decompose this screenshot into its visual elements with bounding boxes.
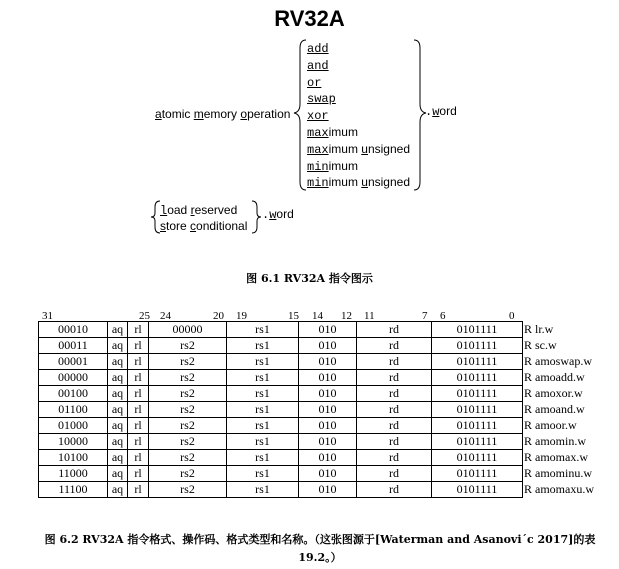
instruction-name: R amoand.w	[524, 402, 585, 416]
table-row	[39, 386, 523, 402]
table-row	[39, 418, 523, 434]
table-row	[39, 338, 523, 354]
rd-cell: rd	[357, 338, 432, 354]
opcode-cell: 0101111	[432, 322, 523, 338]
amo-label-part: peration	[247, 107, 291, 121]
instruction-name-list	[524, 321, 594, 497]
rs2-cell: rs2	[149, 466, 227, 482]
funct5-cell: 00011	[39, 338, 108, 354]
funct3-cell: 010	[299, 370, 357, 386]
bit-label: 0	[509, 310, 515, 322]
amo-suffix: .word	[425, 104, 457, 119]
lr-left-brace	[151, 201, 160, 233]
instruction-name: R amomaxu.w	[524, 482, 594, 496]
bit-label: 19	[236, 310, 247, 322]
page-title: RV32A	[274, 6, 345, 31]
rl-cell: rl	[128, 466, 149, 482]
instruction-name: R amomax.w	[524, 450, 588, 464]
amo-op-list	[307, 40, 410, 191]
rs2-cell: rs2	[149, 402, 227, 418]
bit-label: 12	[341, 310, 352, 322]
funct3-cell: 010	[299, 322, 357, 338]
rs1-cell: rs1	[227, 434, 299, 450]
funct5-cell: 01100	[39, 402, 108, 418]
rs1-cell: rs1	[227, 338, 299, 354]
opcode-cell: 0101111	[432, 450, 523, 466]
lr-sc-suffix: .word	[262, 207, 294, 222]
bit-label: 7	[422, 310, 428, 322]
rd-cell: rd	[357, 466, 432, 482]
rl-cell: rl	[128, 354, 149, 370]
amo-label-letter-o: o	[240, 107, 248, 121]
funct5-cell: 11100	[39, 482, 108, 498]
rs1-cell: rs1	[227, 322, 299, 338]
amo-op: or	[307, 75, 322, 90]
rs1-cell: rs1	[227, 354, 299, 370]
rl-cell: rl	[128, 418, 149, 434]
instruction-name: R amoswap.w	[524, 354, 592, 368]
amo-op: xor	[307, 109, 329, 124]
table-row	[39, 466, 523, 482]
lr-sc-list	[160, 202, 247, 234]
rs1-cell: rs1	[227, 418, 299, 434]
rl-cell: rl	[128, 482, 149, 498]
bit-label: 11	[364, 310, 375, 322]
instruction-name: R amoadd.w	[524, 370, 585, 384]
rs1-cell: rs1	[227, 482, 299, 498]
funct3-cell: 010	[299, 418, 357, 434]
opcode-cell: 0101111	[432, 338, 523, 354]
opcode-cell: 0101111	[432, 370, 523, 386]
rs2-cell: rs2	[149, 434, 227, 450]
funct5-cell: 01000	[39, 418, 108, 434]
aq-cell: aq	[108, 338, 128, 354]
opcode-cell: 0101111	[432, 354, 523, 370]
amo-op: swap	[307, 92, 336, 107]
rs2-cell: rs2	[149, 482, 227, 498]
bit-label: 20	[213, 310, 224, 322]
opcode-cell: 0101111	[432, 434, 523, 450]
amo-op: minimum unsigned	[307, 175, 411, 191]
aq-cell: aq	[108, 322, 128, 338]
rd-cell: rd	[357, 386, 432, 402]
amo-label-letter-m: m	[193, 107, 204, 121]
rs2-cell: rs2	[149, 338, 227, 354]
figure-caption-6-2: 图 6.2 RV32A 指令格式、操作码、格式类型和名称。（这张图源于[Waterman and Asanovi´c 2017]的表 19.2。）	[44, 533, 596, 564]
amo-left-brace	[294, 40, 306, 190]
funct5-cell: 00010	[39, 322, 108, 338]
funct3-cell: 010	[299, 466, 357, 482]
aq-cell: aq	[108, 466, 128, 482]
rs2-cell: 00000	[149, 322, 227, 338]
funct5-cell: 00001	[39, 354, 108, 370]
aq-cell: aq	[108, 370, 128, 386]
figure-caption-6-1: 图 6.1 RV32A 指令图示	[246, 272, 373, 285]
lr-right-brace	[252, 201, 261, 233]
rd-cell: rd	[357, 402, 432, 418]
instruction-name: R amoor.w	[524, 418, 577, 432]
rl-cell: rl	[128, 434, 149, 450]
bit-label: 14	[312, 310, 323, 322]
table-row	[39, 450, 523, 466]
rs2-cell: rs2	[149, 418, 227, 434]
rs1-cell: rs1	[227, 466, 299, 482]
amo-label-part: tomic	[161, 107, 194, 121]
rd-cell: rd	[357, 434, 432, 450]
lr-sc-item: store conditional	[160, 219, 248, 233]
rs2-cell: rs2	[149, 386, 227, 402]
aq-cell: aq	[108, 482, 128, 498]
funct3-cell: 010	[299, 338, 357, 354]
rs1-cell: rs1	[227, 386, 299, 402]
funct3-cell: 010	[299, 354, 357, 370]
bit-label: 31	[42, 310, 53, 322]
rd-cell: rd	[357, 370, 432, 386]
funct5-cell: 00100	[39, 386, 108, 402]
funct5-cell: 11000	[39, 466, 108, 482]
rl-cell: rl	[128, 402, 149, 418]
rl-cell: rl	[128, 322, 149, 338]
rd-cell: rd	[357, 450, 432, 466]
rs2-cell: rs2	[149, 354, 227, 370]
instruction-name: R lr.w	[524, 322, 554, 336]
instruction-name: R amominu.w	[524, 466, 592, 480]
rd-cell: rd	[357, 482, 432, 498]
opcode-cell: 0101111	[432, 418, 523, 434]
rs2-cell: rs2	[149, 370, 227, 386]
table-row	[39, 434, 523, 450]
rs1-cell: rs1	[227, 402, 299, 418]
aq-cell: aq	[108, 386, 128, 402]
opcode-cell: 0101111	[432, 386, 523, 402]
table-row	[39, 402, 523, 418]
funct3-cell: 010	[299, 450, 357, 466]
lr-sc-item: load reserved	[160, 203, 238, 218]
funct5-cell: 10000	[39, 434, 108, 450]
amo-op: minimum	[307, 158, 358, 174]
funct3-cell: 010	[299, 482, 357, 498]
table-row	[39, 370, 523, 386]
rd-cell: rd	[357, 354, 432, 370]
amo-op: and	[307, 58, 329, 73]
instruction-name: R amomin.w	[524, 434, 586, 448]
instruction-name: R amoxor.w	[524, 386, 583, 400]
rs1-cell: rs1	[227, 450, 299, 466]
aq-cell: aq	[108, 354, 128, 370]
instruction-format-table	[38, 321, 523, 498]
aq-cell: aq	[108, 434, 128, 450]
amo-op: maximum	[307, 124, 358, 140]
rl-cell: rl	[128, 450, 149, 466]
funct3-cell: 010	[299, 434, 357, 450]
rl-cell: rl	[128, 386, 149, 402]
opcode-cell: 0101111	[432, 482, 523, 498]
opcode-cell: 0101111	[432, 402, 523, 418]
bit-label: 24	[160, 310, 171, 322]
amo-label-part: emory	[203, 107, 241, 121]
funct3-cell: 010	[299, 402, 357, 418]
rs1-cell: rs1	[227, 370, 299, 386]
rd-cell: rd	[357, 322, 432, 338]
rs2-cell: rs2	[149, 450, 227, 466]
rl-cell: rl	[128, 370, 149, 386]
funct5-cell: 00000	[39, 370, 108, 386]
aq-cell: aq	[108, 402, 128, 418]
amo-label-letter-a: a	[155, 107, 162, 121]
table-row	[39, 482, 523, 498]
opcode-cell: 0101111	[432, 466, 523, 482]
instruction-name: R sc.w	[524, 338, 557, 352]
amo-op: maximum unsigned	[307, 141, 411, 157]
rl-cell: rl	[128, 338, 149, 354]
bit-label: 25	[139, 310, 150, 322]
rd-cell: rd	[357, 418, 432, 434]
bit-label: 6	[440, 310, 446, 322]
funct3-cell: 010	[299, 386, 357, 402]
table-row	[39, 322, 523, 338]
aq-cell: aq	[108, 418, 128, 434]
amo-op: add	[307, 42, 329, 56]
aq-cell: aq	[108, 450, 128, 466]
funct5-cell: 10100	[39, 450, 108, 466]
table-row	[39, 354, 523, 370]
bit-label: 15	[288, 310, 299, 322]
